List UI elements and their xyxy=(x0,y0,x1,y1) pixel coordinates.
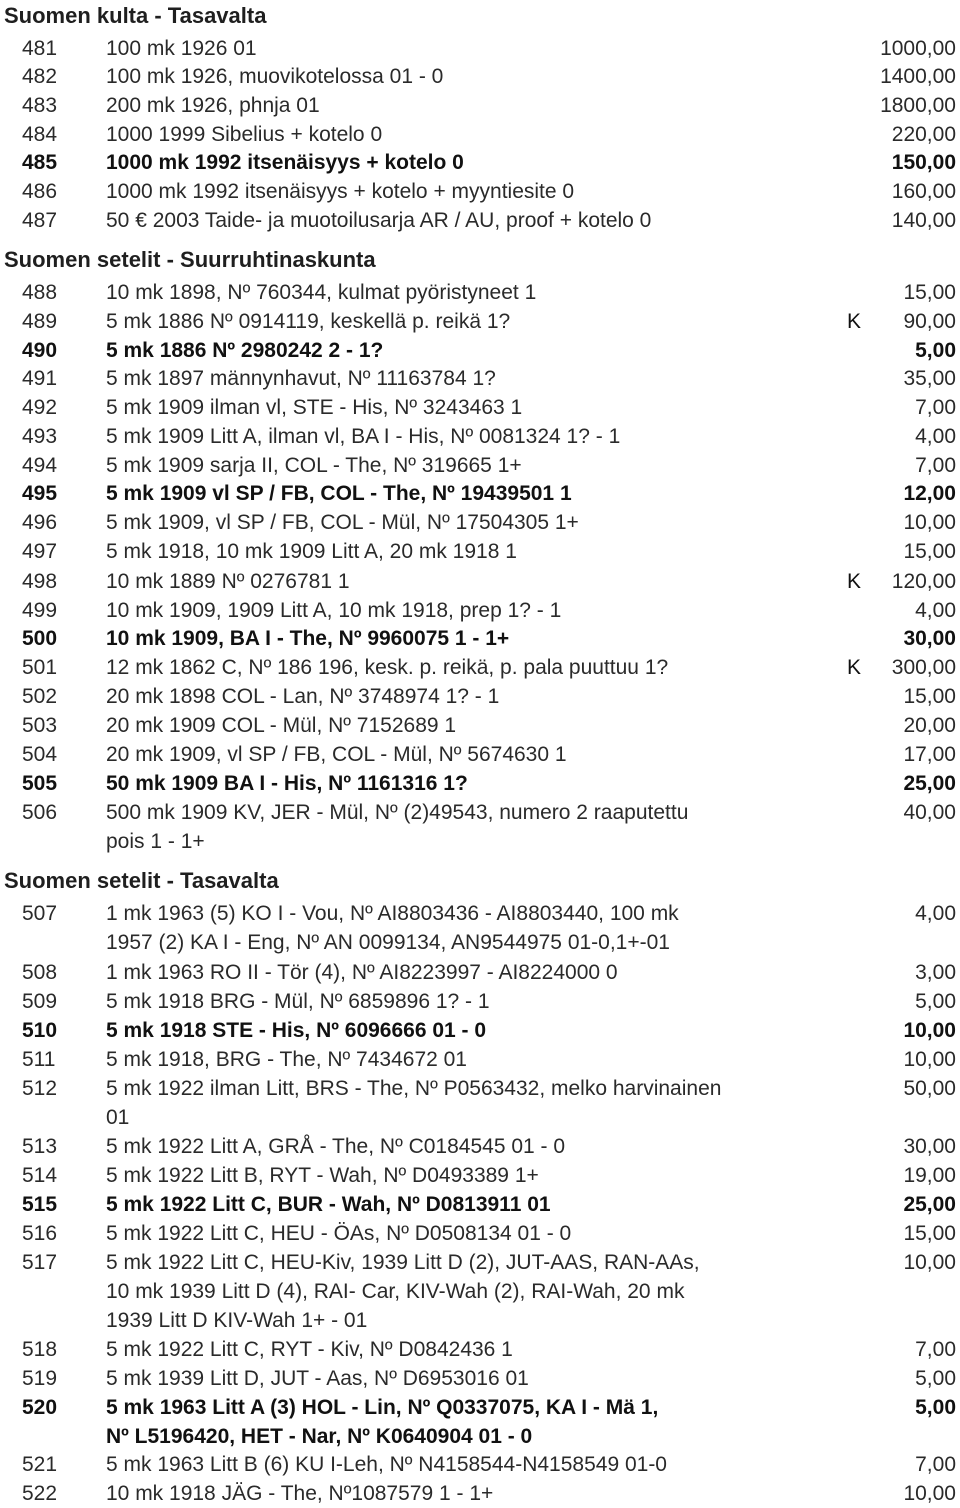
lot-price: 15,00 xyxy=(903,685,956,708)
lot-number: 519 xyxy=(22,1367,58,1390)
lot-number: 497 xyxy=(22,540,58,563)
lot-description xyxy=(106,1248,841,1335)
lot-description xyxy=(106,596,841,625)
lot-description-line: 10 mk 1898, Nº 760344, kulmat pyöristyneet 1 xyxy=(106,281,537,304)
lot-description-line: 01 xyxy=(106,1106,130,1129)
lot-number: 505 xyxy=(22,772,58,795)
lot-description-line: 1 mk 1963 (5) KO I - Vou, Nº AI8803436 - AI8803440, 100 mk xyxy=(106,902,679,925)
lot-description-line: 20 mk 1909, vl SP / FB, COL - Mül, Nº 5674630 1 xyxy=(106,743,567,766)
lot-description-line: 20 mk 1898 COL - Lan, Nº 3748974 1? - 1 xyxy=(106,685,500,708)
lot-number: 496 xyxy=(22,511,58,534)
lot-description xyxy=(106,278,841,307)
lot-description-line: 12 mk 1862 C, Nº 186 196, kesk. p. reikä, p. pala puuttuu 1? xyxy=(106,656,669,679)
lot-number: 508 xyxy=(22,961,58,984)
lot-number: 486 xyxy=(22,180,58,203)
lot-description-line: 5 mk 1886 Nº 0914119, keskellä p. reikä 1? xyxy=(106,310,511,333)
lot-number: 514 xyxy=(22,1164,58,1187)
lot-description xyxy=(106,91,841,120)
lot-number: 499 xyxy=(22,599,58,622)
lot-price: 160,00 xyxy=(891,180,956,203)
lot-number: 520 xyxy=(22,1396,58,1419)
lot-price: 25,00 xyxy=(903,772,956,795)
lot-number: 509 xyxy=(22,990,58,1013)
lot-price: 5,00 xyxy=(915,1396,956,1419)
lot-description-line: Nº L5196420, HET - Nar, Nº K0640904 01 - 0 xyxy=(106,1425,533,1448)
lot-price: 30,00 xyxy=(903,1135,956,1158)
lot-description-line: 1939 Litt D KIV-Wah 1+ - 01 xyxy=(106,1309,368,1332)
lot-description xyxy=(106,120,841,149)
lot-description-line: 5 mk 1922 Litt C, HEU-Kiv, 1939 Litt D (2), JUT-AAS, RAN-AAs, xyxy=(106,1251,700,1274)
lot-price: 17,00 xyxy=(903,743,956,766)
lot-number: 493 xyxy=(22,425,58,448)
lot-description-line: 10 mk 1909, 1909 Litt A, 10 mk 1918, prep 1? - 1 xyxy=(106,599,562,622)
lot-mark: K xyxy=(846,310,861,333)
lot-number: 513 xyxy=(22,1135,58,1158)
lot-description-line: 5 mk 1939 Litt D, JUT - Aas, Nº D6953016 01 xyxy=(106,1367,529,1390)
lot-description-line: 5 mk 1918 STE - His, Nº 6096666 01 - 0 xyxy=(106,1019,487,1042)
lot-description-line: 5 mk 1922 Litt A, GRÅ - The, Nº C0184545 01 - 0 xyxy=(106,1135,566,1158)
lot-description-line: 1957 (2) KA I - Eng, Nº AN 0099134, AN9544975 01-0,1+-01 xyxy=(106,931,670,954)
lot-price: 3,00 xyxy=(915,961,956,984)
lot-price: 15,00 xyxy=(903,540,956,563)
lot-description-line: 5 mk 1918, 10 mk 1909 Litt A, 20 mk 1918 1 xyxy=(106,540,517,563)
lot-number: 495 xyxy=(22,482,58,505)
lot-description-line: 5 mk 1909 Litt A, ilman vl, BA I - His, Nº 0081324 1? - 1 xyxy=(106,425,621,448)
lot-description-line: 5 mk 1918, BRG - The, Nº 7434672 01 xyxy=(106,1048,467,1071)
lot-description-line: 5 mk 1963 Litt A (3) HOL - Lin, Nº Q0337075, KA I - Mä 1, xyxy=(106,1396,659,1419)
lot-price: 1400,00 xyxy=(880,65,956,88)
lot-description-line: 10 mk 1889 Nº 0276781 1 xyxy=(106,570,350,593)
lot-description xyxy=(106,653,841,682)
lot-description-line: 5 mk 1922 Litt C, BUR - Wah, Nº D0813911 01 xyxy=(106,1193,551,1216)
lot-number: 507 xyxy=(22,902,58,925)
lot-description xyxy=(106,34,841,63)
lot-description xyxy=(106,1219,841,1248)
section-heading-setelit-tasavalta: Suomen setelit - Tasavalta xyxy=(4,868,279,893)
lot-description xyxy=(106,1335,841,1364)
lot-price: 4,00 xyxy=(915,599,956,622)
lot-description xyxy=(106,62,841,91)
lot-number: 485 xyxy=(22,151,58,174)
lot-description-line: 5 mk 1922 Litt C, RYT - Kiv, Nº D0842436 1 xyxy=(106,1338,513,1361)
lot-description xyxy=(106,364,841,393)
lot-number: 489 xyxy=(22,310,58,333)
lot-price: 7,00 xyxy=(915,1453,956,1476)
lot-price: 4,00 xyxy=(915,425,956,448)
lot-description xyxy=(106,624,841,653)
lot-description-line: 1000 mk 1992 itsenäisyys + kotelo 0 xyxy=(106,151,464,174)
lot-price: 40,00 xyxy=(903,801,956,824)
lot-description-line: 10 mk 1918 JÄG - The, Nº1087579 1 - 1+ xyxy=(106,1482,494,1505)
lot-description-line: 10 mk 1909, BA I - The, Nº 9960075 1 - 1+ xyxy=(106,627,510,650)
lot-number: 522 xyxy=(22,1482,58,1505)
lot-description xyxy=(106,1132,841,1161)
lot-price: 10,00 xyxy=(903,1251,956,1274)
lot-number: 488 xyxy=(22,281,58,304)
lot-price: 300,00 xyxy=(891,656,956,679)
lot-number: 483 xyxy=(22,94,58,117)
lot-description-line: 5 mk 1922 ilman Litt, BRS - The, Nº P0563432, melko harvinainen xyxy=(106,1077,722,1100)
lot-price: 5,00 xyxy=(915,339,956,362)
lot-number: 502 xyxy=(22,685,58,708)
lot-description-line: 5 mk 1922 Litt B, RYT - Wah, Nº D0493389 1+ xyxy=(106,1164,539,1187)
lot-number: 517 xyxy=(22,1251,58,1274)
lot-price: 4,00 xyxy=(915,902,956,925)
lot-description-line: 50 mk 1909 BA I - His, Nº 1161316 1? xyxy=(106,772,468,795)
lot-price: 5,00 xyxy=(915,1367,956,1390)
lot-description-line: 5 mk 1963 Litt B (6) KU I-Leh, Nº N4158544-N4158549 01-0 xyxy=(106,1453,667,1476)
lot-price: 50,00 xyxy=(903,1077,956,1100)
lot-description xyxy=(106,393,841,422)
lot-description-line: 5 mk 1909 ilman vl, STE - His, Nº 3243463 1 xyxy=(106,396,523,419)
lot-description xyxy=(106,1045,841,1074)
lot-price: 7,00 xyxy=(915,396,956,419)
lot-description xyxy=(106,177,841,206)
lot-number: 503 xyxy=(22,714,58,737)
lot-number: 481 xyxy=(22,37,58,60)
lot-description-line: 5 mk 1918 BRG - Mül, Nº 6859896 1? - 1 xyxy=(106,990,490,1013)
lot-price: 10,00 xyxy=(903,1482,956,1505)
lot-description xyxy=(106,711,841,740)
lot-number: 501 xyxy=(22,656,58,679)
lot-description-line: 5 mk 1922 Litt C, HEU - ÖAs, Nº D0508134 01 - 0 xyxy=(106,1222,572,1245)
lot-price: 10,00 xyxy=(903,511,956,534)
lot-price: 15,00 xyxy=(903,1222,956,1245)
lot-number: 484 xyxy=(22,123,58,146)
lot-description xyxy=(106,206,841,235)
lot-mark: K xyxy=(846,656,861,679)
lot-description xyxy=(106,1450,841,1479)
lot-number: 491 xyxy=(22,367,58,390)
lot-description xyxy=(106,422,841,451)
lot-price: 30,00 xyxy=(903,627,956,650)
lot-description-line: pois 1 - 1+ xyxy=(106,830,205,853)
lot-number: 482 xyxy=(22,65,58,88)
lot-description xyxy=(106,451,841,480)
lot-description xyxy=(106,987,841,1016)
lot-price: 19,00 xyxy=(903,1164,956,1187)
lot-price: 220,00 xyxy=(891,123,956,146)
lot-description-line: 500 mk 1909 KV, JER - Mül, Nº (2)49543, numero 2 raaputettu xyxy=(106,801,689,824)
lot-price: 5,00 xyxy=(915,990,956,1013)
lot-description xyxy=(106,1161,841,1190)
lot-description-line: 200 mk 1926, phnja 01 xyxy=(106,94,320,117)
lot-description-line: 1 mk 1963 RO II - Tör (4), Nº AI8223997 - AI8224000 0 xyxy=(106,961,618,984)
lot-description xyxy=(106,537,841,566)
lot-mark: K xyxy=(846,570,861,593)
lot-description xyxy=(106,567,841,596)
lot-description-line: 100 mk 1926, muovikotelossa 01 - 0 xyxy=(106,65,444,88)
lot-number: 518 xyxy=(22,1338,58,1361)
lot-description xyxy=(106,1016,841,1045)
lot-description xyxy=(106,682,841,711)
lot-number: 521 xyxy=(22,1453,58,1476)
lot-number: 511 xyxy=(22,1048,56,1071)
lot-price: 1800,00 xyxy=(880,94,956,117)
lot-description-line: 10 mk 1939 Litt D (4), RAI- Car, KIV-Wah (2), RAI-Wah, 20 mk xyxy=(106,1280,685,1303)
lot-description xyxy=(106,1074,841,1132)
lot-price: 10,00 xyxy=(903,1019,956,1042)
section-heading-setelit-suurruhtinaskunta: Suomen setelit - Suurruhtinaskunta xyxy=(4,247,376,272)
lot-description xyxy=(106,148,841,177)
lot-description xyxy=(106,1393,841,1451)
lot-number: 490 xyxy=(22,339,58,362)
lot-number: 494 xyxy=(22,454,58,477)
lot-number: 504 xyxy=(22,743,58,766)
lot-description-line: 5 mk 1886 Nº 2980242 2 - 1? xyxy=(106,339,384,362)
lot-price: 120,00 xyxy=(891,570,956,593)
lot-number: 515 xyxy=(22,1193,58,1216)
lot-number: 498 xyxy=(22,570,58,593)
lot-description-line: 50 € 2003 Taide- ja muotoilusarja AR / AU, proof + kotelo 0 xyxy=(106,209,652,232)
lot-price: 7,00 xyxy=(915,1338,956,1361)
lot-price: 150,00 xyxy=(891,151,956,174)
lot-price: 15,00 xyxy=(903,281,956,304)
lot-description xyxy=(106,307,841,336)
lot-description xyxy=(106,479,841,508)
lot-description-line: 5 mk 1897 männynhavut, Nº 11163784 1? xyxy=(106,367,496,390)
lot-number: 516 xyxy=(22,1222,58,1245)
lot-description xyxy=(106,1190,841,1219)
lot-price: 1000,00 xyxy=(880,37,956,60)
lot-description-line: 5 mk 1909 sarja II, COL - The, Nº 319665 1+ xyxy=(106,454,522,477)
lot-number: 492 xyxy=(22,396,58,419)
lot-price: 140,00 xyxy=(891,209,956,232)
lot-number: 500 xyxy=(22,627,58,650)
lot-number: 512 xyxy=(22,1077,58,1100)
lot-number: 506 xyxy=(22,801,58,824)
lot-description-line: 100 mk 1926 01 xyxy=(106,37,257,60)
lot-number: 510 xyxy=(22,1019,58,1042)
lot-description-line: 5 mk 1909, vl SP / FB, COL - Mül, Nº 17504305 1+ xyxy=(106,511,579,534)
lot-description-line: 5 mk 1909 vl SP / FB, COL - The, Nº 19439501 1 xyxy=(106,482,572,505)
lot-description xyxy=(106,1479,841,1508)
lot-description xyxy=(106,958,841,987)
lot-number: 487 xyxy=(22,209,58,232)
lot-description xyxy=(106,336,841,365)
lot-price: 7,00 xyxy=(915,454,956,477)
lot-description-line: 1000 1999 Sibelius + kotelo 0 xyxy=(106,123,383,146)
lot-description xyxy=(106,798,841,856)
lot-price: 90,00 xyxy=(903,310,956,333)
lot-price: 25,00 xyxy=(903,1193,956,1216)
lot-price: 35,00 xyxy=(903,367,956,390)
lot-description xyxy=(106,508,841,537)
lot-description xyxy=(106,769,841,798)
lot-price: 20,00 xyxy=(903,714,956,737)
lot-price: 10,00 xyxy=(903,1048,956,1071)
section-heading-kulta-tasavalta: Suomen kulta - Tasavalta xyxy=(4,3,267,28)
lot-description xyxy=(106,740,841,769)
lot-description-line: 1000 mk 1992 itsenäisyys + kotelo + myyntiesite 0 xyxy=(106,180,575,203)
lot-price: 12,00 xyxy=(903,482,956,505)
lot-description xyxy=(106,899,841,957)
lot-description xyxy=(106,1364,841,1393)
lot-description-line: 20 mk 1909 COL - Mül, Nº 7152689 1 xyxy=(106,714,457,737)
